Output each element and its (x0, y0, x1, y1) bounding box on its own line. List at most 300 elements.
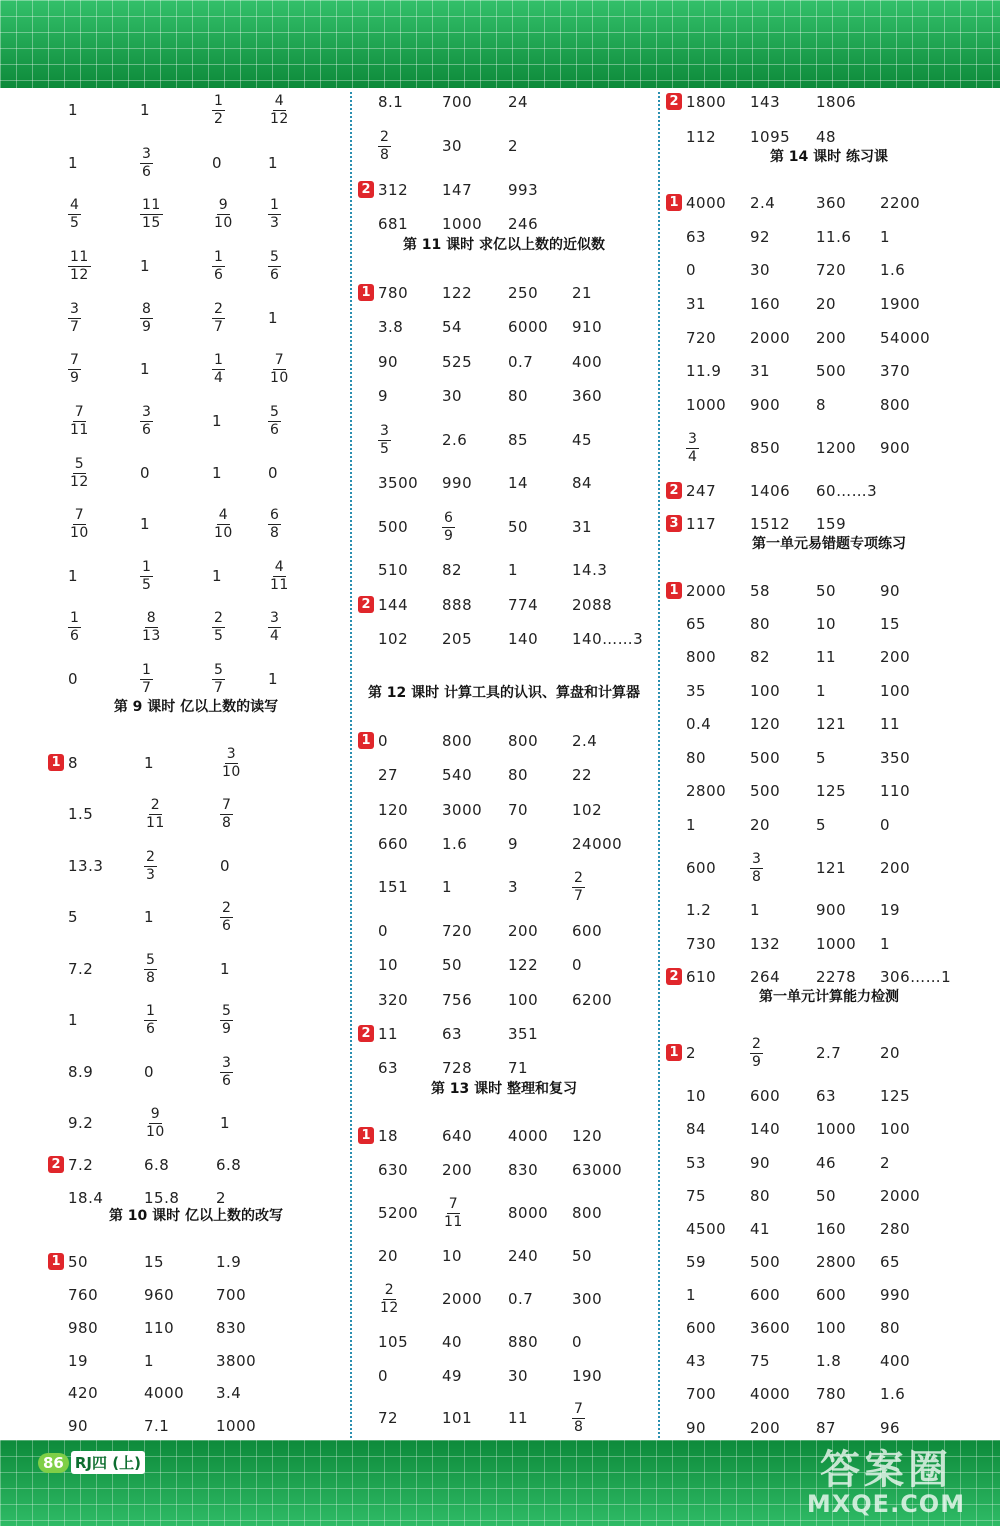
fraction-numerator: 3 (270, 609, 280, 626)
answer-value: 990 (442, 474, 473, 492)
answer-value: 58 (750, 582, 771, 600)
answer-value: 800 (686, 648, 717, 666)
answer-value: 20 (880, 1044, 901, 1062)
answer-value: 151 (378, 878, 409, 896)
answer-cell (686, 1036, 696, 1070)
answer-value: 1 (140, 257, 151, 275)
answer-value: 2278 (816, 968, 857, 986)
fraction-denominator: 5 (214, 627, 224, 644)
fraction-numerator: 3 (142, 403, 152, 420)
answer-value: 122 (442, 284, 473, 302)
fraction-numerator: 4 (218, 506, 229, 523)
answer-row (0, 287, 1000, 321)
fraction-numerator: 6 (444, 509, 454, 526)
fraction-numerator: 2 (214, 609, 224, 626)
answer-value: 63000 (572, 1161, 623, 1179)
answer-value: 510 (378, 561, 409, 579)
answer-value: 7.1 (144, 1417, 170, 1435)
answer-value: 728 (442, 1059, 473, 1077)
fraction-denominator: 11 (70, 421, 89, 438)
answer-cell (686, 674, 706, 708)
question-number-badge: 2 (358, 181, 374, 198)
fraction-numerator: 8 (142, 300, 152, 317)
answer-value: 600 (816, 1286, 847, 1304)
lesson-heading: 第一单元计算能力检测 (759, 989, 899, 1005)
fraction-numerator: 7 (274, 351, 285, 368)
answer-value: 0.7 (508, 1290, 534, 1308)
answer-value: 11 (378, 1025, 399, 1043)
answer-value: 1 (220, 1114, 231, 1132)
answer-value: 105 (378, 1333, 409, 1351)
answer-value: 15 (880, 615, 901, 633)
answer-value: 630 (378, 1161, 409, 1179)
answer-value: 100 (816, 1319, 847, 1337)
answer-value: 360 (572, 387, 603, 405)
lesson-heading: 第一单元易错题专项练习 (752, 536, 906, 552)
answer-cell (686, 808, 696, 842)
answer-row (0, 1311, 1000, 1345)
fraction-numerator: 1 (142, 558, 152, 575)
answer-cell (686, 321, 716, 355)
fraction-denominator: 6 (214, 266, 224, 283)
answer-value: 2 (880, 1154, 891, 1172)
answer-value: 5200 (378, 1204, 419, 1222)
answer-cell (750, 893, 760, 927)
question-number-badge: 1 (48, 754, 64, 771)
answer-value: 125 (880, 1087, 911, 1105)
answer-row (0, 1079, 1000, 1113)
answer-cell (750, 1344, 770, 1378)
answer-value: 0 (144, 1063, 155, 1081)
answer-value: 4000 (508, 1127, 549, 1145)
answer-value: 1800 (686, 93, 727, 111)
fraction-numerator: 3 (142, 145, 152, 162)
answer-value: 6.8 (144, 1156, 170, 1174)
answer-cell (880, 253, 905, 287)
answer-cell (750, 1278, 780, 1312)
answer-value: 0 (572, 1333, 583, 1351)
answer-value: 80 (750, 615, 771, 633)
answer-cell (816, 893, 846, 927)
answer-value: 112 (686, 128, 717, 146)
answer-cell (750, 253, 770, 287)
fraction-numerator: 3 (380, 422, 390, 439)
watermark (786, 1440, 986, 1526)
fraction-denominator: 13 (142, 627, 161, 644)
answer-cell (880, 388, 910, 422)
answer-cell (816, 1344, 841, 1378)
answer-cell (750, 321, 790, 355)
answer-value: 132 (750, 935, 781, 953)
answer-value: 10 (816, 615, 837, 633)
answer-value: 1 (140, 101, 151, 119)
answer-value: 143 (750, 93, 781, 111)
answer-value: 1 (144, 754, 155, 772)
answer-value: 120 (750, 715, 781, 733)
answer-value: 0 (378, 732, 389, 750)
answer-value: 100 (508, 991, 539, 1009)
answer-value: 50 (442, 956, 463, 974)
answer-value: 240 (508, 1247, 539, 1265)
answer-value: 1 (212, 567, 223, 585)
answer-value: 0 (220, 857, 231, 875)
answer-row (0, 741, 1000, 775)
answer-value: 8.1 (378, 93, 404, 111)
answer-value: 400 (880, 1352, 911, 1370)
answer-value: 1 (212, 412, 223, 430)
answer-value: 7.2 (68, 1156, 94, 1174)
answer-cell (816, 1112, 856, 1146)
answer-value: 10 (378, 956, 399, 974)
answer-value: 102 (378, 630, 409, 648)
answer-row (0, 1245, 1000, 1279)
question-number-badge: 1 (358, 732, 374, 749)
fraction-numerator: 2 (384, 1281, 395, 1298)
answer-cell (686, 1245, 706, 1279)
answer-value: 59 (686, 1253, 707, 1271)
answer-value: 21 (572, 284, 593, 302)
answer-value: 8.9 (68, 1063, 94, 1081)
answer-cell (816, 1179, 836, 1213)
answer-cell (816, 321, 846, 355)
answer-cell (750, 287, 780, 321)
answer-value: 205 (442, 630, 473, 648)
answer-value: 24 (508, 93, 529, 111)
answer-cell (816, 1036, 841, 1070)
answer-value: 250 (508, 284, 539, 302)
answer-cell (880, 1344, 910, 1378)
fraction-numerator: 5 (214, 661, 224, 678)
answer-value: 200 (442, 1161, 473, 1179)
answer-cell (816, 774, 846, 808)
answer-value: 320 (378, 991, 409, 1009)
answer-cell (686, 1212, 726, 1246)
answer-cell (816, 186, 846, 220)
answer-value: 1.6 (880, 1385, 906, 1403)
answer-cell (880, 186, 920, 220)
answer-row (0, 388, 1000, 422)
answer-value: 830 (216, 1319, 247, 1337)
answer-row (0, 474, 1000, 508)
answer-cell (880, 1278, 910, 1312)
answer-value: 27 (378, 766, 399, 784)
answer-value: 350 (880, 749, 911, 767)
answer-value: 760 (68, 1286, 99, 1304)
answer-value: 90 (378, 353, 399, 371)
answer-value: 82 (750, 648, 771, 666)
answer-cell (816, 1311, 846, 1345)
answer-value: 5 (816, 816, 827, 834)
answer-value: 19 (68, 1352, 89, 1370)
fraction-numerator: 5 (270, 403, 280, 420)
answer-cell (750, 1311, 790, 1345)
answer-cell (750, 707, 780, 741)
answer-row (0, 640, 1000, 674)
answer-value: 540 (442, 766, 473, 784)
answer-cell (880, 287, 920, 321)
fraction-numerator: 2 (146, 848, 156, 865)
answer-value: 65 (686, 615, 707, 633)
answer-cell (750, 927, 780, 961)
fraction-denominator: 3 (270, 214, 280, 231)
answer-cell (816, 388, 826, 422)
question-number-badge: 2 (666, 482, 682, 499)
answer-cell (880, 640, 910, 674)
fraction-denominator: 15 (142, 214, 161, 231)
fraction-numerator: 5 (270, 248, 280, 265)
question-number-badge: 1 (358, 1127, 374, 1144)
answer-value: 11.6 (816, 228, 852, 246)
answer-value: 4000 (144, 1384, 185, 1402)
fraction-denominator: 8 (752, 868, 762, 885)
answer-value: 3.4 (216, 1384, 242, 1402)
answer-row (0, 574, 1000, 608)
answer-value: 85 (508, 431, 529, 449)
answer-row (0, 1278, 1000, 1312)
answer-value: 50 (508, 518, 529, 536)
answer-value: 48 (816, 128, 837, 146)
answer-value: 22 (572, 766, 593, 784)
answer-value: 46 (816, 1154, 837, 1172)
answer-value: 72 (378, 1409, 399, 1427)
answer-value: 600 (572, 922, 603, 940)
fraction-numerator: 3 (222, 1054, 232, 1071)
answer-value: 800 (508, 732, 539, 750)
fraction-numerator: 7 (448, 1195, 459, 1212)
answer-value: 49 (442, 1367, 463, 1385)
answer-value: 20 (750, 816, 771, 834)
answer-value: 90 (686, 1419, 707, 1437)
answer-value: 84 (572, 474, 593, 492)
answer-cell (816, 220, 851, 254)
lesson-heading: 第 12 课时 计算工具的认识、算盘和计算器 (367, 685, 641, 701)
answer-cell (750, 220, 770, 254)
fraction-denominator: 10 (214, 524, 233, 541)
answer-value: 6.8 (216, 1156, 242, 1174)
question-number-badge: 2 (358, 1025, 374, 1042)
answer-value: 9 (508, 835, 519, 853)
answer-cell (880, 1179, 920, 1213)
question-number-badge: 3 (666, 515, 682, 532)
answer-cell (880, 220, 890, 254)
answer-value: 11 (880, 715, 901, 733)
answer-cell (880, 893, 900, 927)
fraction-numerator: 5 (146, 951, 156, 968)
answer-cell (816, 474, 877, 508)
answer-value: 2 (508, 137, 519, 155)
answer-row (0, 1179, 1000, 1213)
answer-value: 80 (508, 766, 529, 784)
answer-value: 980 (68, 1319, 99, 1337)
fraction-numerator: 4 (274, 558, 285, 575)
answer-cell (750, 1146, 770, 1180)
answer-value: 110 (144, 1319, 175, 1337)
fraction-denominator: 5 (70, 214, 80, 231)
answer-cell (686, 474, 716, 508)
answer-value: 53 (686, 1154, 707, 1172)
answer-value: 3000 (442, 801, 483, 819)
answer-value: 54 (442, 318, 463, 336)
answer-value: 306……1 (880, 968, 952, 986)
fraction-denominator: 4 (270, 627, 280, 644)
answer-value: 780 (378, 284, 409, 302)
fraction-numerator: 2 (214, 300, 224, 317)
answer-value: 1 (750, 901, 761, 919)
answer-value: 0.4 (686, 715, 712, 733)
answer-value: 600 (750, 1286, 781, 1304)
fraction-numerator: 5 (222, 1002, 232, 1019)
answer-value: 100 (750, 682, 781, 700)
answer-cell (880, 1311, 900, 1345)
answer-value: 500 (750, 1253, 781, 1271)
answer-cell (750, 186, 775, 220)
answer-value: 50 (572, 1247, 593, 1265)
fraction-denominator: 5 (142, 576, 152, 593)
fraction-denominator: 12 (70, 473, 89, 490)
answer-value: 125 (816, 782, 847, 800)
fraction-numerator: 7 (74, 506, 85, 523)
answer-value: 63 (378, 1059, 399, 1077)
answer-value: 1 (268, 154, 279, 172)
answer-cell (750, 474, 790, 508)
answer-value: 31 (686, 295, 707, 313)
answer-value: 1 (880, 935, 891, 953)
fraction-numerator: 7 (70, 351, 80, 368)
fraction-numerator: 4 (70, 196, 80, 213)
answer-value: 0 (140, 464, 151, 482)
answer-value: 82 (442, 561, 463, 579)
answer-cell (816, 85, 856, 119)
answer-value: 610 (686, 968, 717, 986)
answer-cell (816, 354, 846, 388)
answer-value: 1000 (816, 1120, 857, 1138)
answer-value: 18 (378, 1127, 399, 1145)
answer-row (0, 674, 1000, 708)
answer-cell (750, 741, 780, 775)
answer-row (0, 893, 1000, 927)
answer-cell (816, 607, 836, 641)
answer-value: 2.4 (750, 194, 776, 212)
answer-value: 10 (686, 1087, 707, 1105)
fraction-numerator: 1 (270, 196, 280, 213)
fraction-denominator: 9 (222, 1020, 232, 1037)
answer-value: 2.6 (442, 431, 468, 449)
answer-value: 2 (686, 1044, 697, 1062)
answer-cell (686, 1112, 706, 1146)
answer-value: 0 (68, 670, 79, 688)
fraction-denominator: 9 (142, 318, 152, 335)
answer-row (0, 351, 1000, 388)
answer-cell (880, 674, 910, 708)
answer-value: 246 (508, 215, 539, 233)
fraction-value (750, 852, 763, 885)
fraction-denominator: 7 (574, 887, 584, 904)
fraction-denominator: 6 (222, 917, 232, 934)
fraction-numerator: 4 (274, 92, 285, 109)
answer-row (0, 85, 1000, 119)
answer-value: 2000 (880, 1187, 921, 1205)
answer-value: 730 (686, 935, 717, 953)
answer-row (0, 707, 1000, 741)
answer-value: 43 (686, 1352, 707, 1370)
answer-row (0, 1112, 1000, 1146)
answer-value: 247 (686, 482, 717, 500)
fraction-denominator: 9 (752, 1053, 762, 1070)
question-number-badge: 1 (666, 194, 682, 211)
answer-value: 1 (220, 960, 231, 978)
answer-cell (750, 354, 770, 388)
answer-cell (686, 707, 711, 741)
answer-value: 370 (880, 362, 911, 380)
page-footer (38, 1451, 145, 1474)
fraction-denominator: 10 (270, 369, 289, 386)
answer-value: 1 (140, 360, 151, 378)
answer-value: 1.6 (442, 835, 468, 853)
answer-value: 101 (442, 1409, 473, 1427)
answer-value: 1 (686, 1286, 697, 1304)
answer-value: 50 (816, 1187, 837, 1205)
answer-cell (880, 808, 890, 842)
answer-value: 80 (686, 749, 707, 767)
answer-value: 121 (816, 715, 847, 733)
answer-value: 525 (442, 353, 473, 371)
fraction-denominator: 4 (688, 448, 698, 465)
answer-value: 200 (816, 329, 847, 347)
fraction-denominator: 8 (380, 146, 390, 163)
answer-value: 3500 (378, 474, 419, 492)
answer-value: 4000 (686, 194, 727, 212)
answer-cell (880, 354, 910, 388)
fraction-numerator: 7 (74, 403, 85, 420)
answer-cell (880, 927, 890, 961)
answer-value: 1 (686, 816, 697, 834)
answer-value: 0 (378, 922, 389, 940)
fraction-denominator: 7 (214, 679, 224, 696)
answer-value: 200 (880, 859, 911, 877)
answer-value: 6200 (572, 991, 613, 1009)
fraction-denominator: 6 (270, 421, 280, 438)
answer-value: 1 (68, 1011, 79, 1029)
answer-cell (750, 1212, 770, 1246)
answer-value: 681 (378, 215, 409, 233)
answer-value: 1200 (816, 439, 857, 457)
fraction-numerator: 3 (70, 300, 80, 317)
top-decorative-band (0, 0, 1000, 88)
answer-value: 2.4 (572, 732, 598, 750)
answer-value: 0 (880, 816, 891, 834)
fraction-numerator: 3 (226, 745, 237, 762)
answer-value: 102 (572, 801, 603, 819)
answer-value: 60……3 (816, 482, 878, 500)
question-number-badge: 2 (48, 1156, 64, 1173)
answer-value: 24000 (572, 835, 623, 853)
answer-cell (750, 431, 780, 465)
answer-value: 1 (880, 228, 891, 246)
fraction-numerator: 2 (380, 128, 390, 145)
answer-cell (880, 607, 900, 641)
answer-value: 1 (68, 101, 79, 119)
answer-value: 30 (442, 387, 463, 405)
answer-cell (750, 1245, 780, 1279)
fraction-denominator: 4 (214, 369, 224, 386)
answer-cell (750, 640, 770, 674)
answer-value: 600 (686, 1319, 717, 1337)
fraction-denominator: 11 (444, 1213, 463, 1230)
answer-value: 80 (508, 387, 529, 405)
answer-value: 160 (750, 295, 781, 313)
answer-cell (686, 574, 726, 608)
answer-cell (750, 808, 770, 842)
